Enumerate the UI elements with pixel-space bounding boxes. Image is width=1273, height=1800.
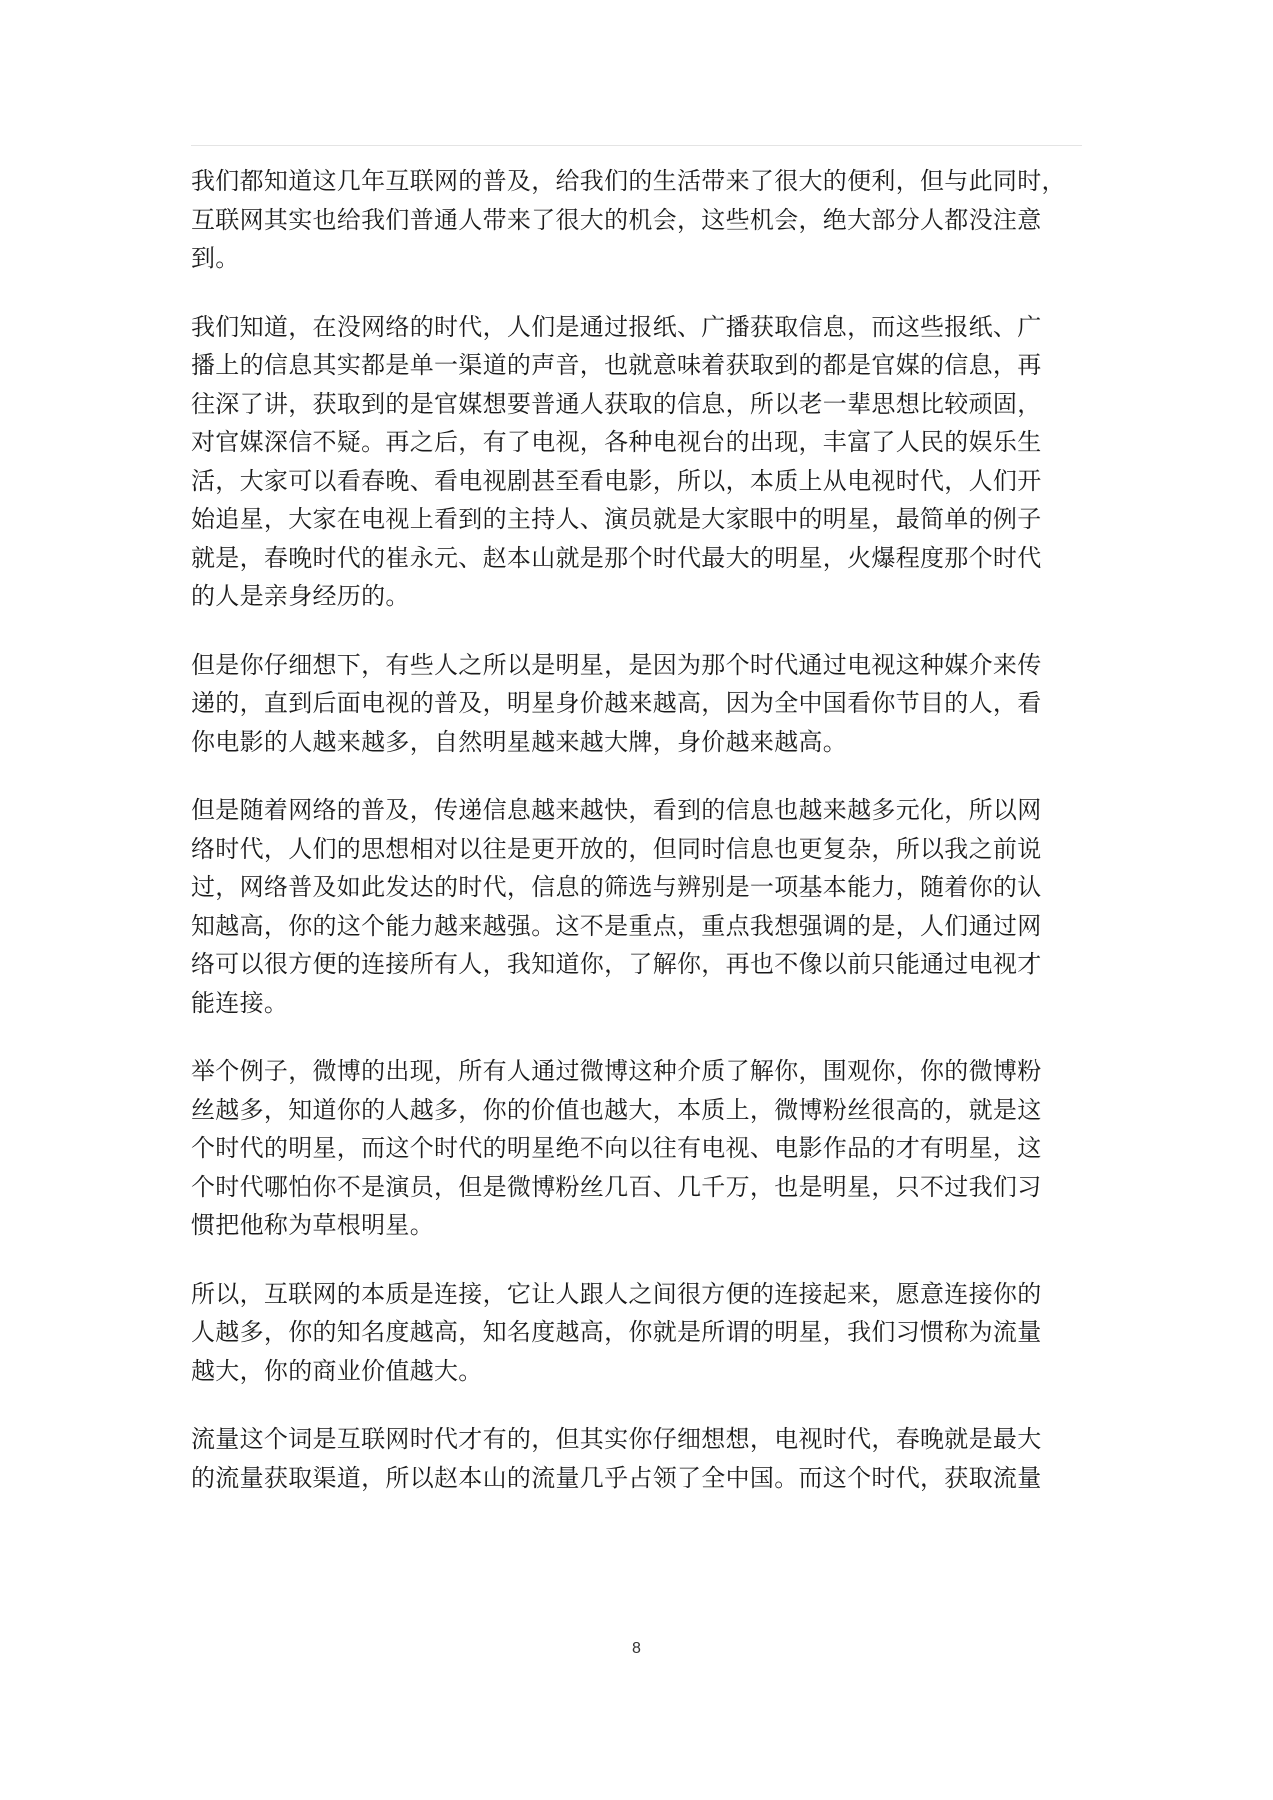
text-line: 能连接。 (191, 988, 289, 1017)
text-line: 递的，直到后面电视的普及，明星身价越来越高，因为全中国看你节目的人，看 (191, 689, 1042, 717)
article-body (191, 162, 1082, 1527)
text-line: 流量这个词是互联网时代才有的，但其实你仔细想想，电视时代，春晚就是最大 (191, 1425, 1042, 1453)
paragraph (191, 308, 1082, 616)
text-line: 始追星，大家在电视上看到的主持人、演员就是大家眼中的明星，最简单的例子 (191, 505, 1042, 533)
text-line: 惯把他称为草根明星。 (191, 1211, 434, 1239)
text-line: 我们知道，在没网络的时代，人们是通过报纸、广播获取信息，而这些报纸、广 (191, 312, 1042, 341)
text-line: 个时代哪怕你不是演员，但是微博粉丝几百、几千万，也是明星，只不过我们习 (191, 1172, 1042, 1201)
text-line: 知越高，你的这个能力越来越强。这不是重点，重点我想强调的是，人们通过网 (191, 911, 1042, 940)
text-line: 播上的信息其实都是单一渠道的声音，也就意味着获取到的都是官媒的信息，再 (191, 351, 1042, 379)
text-line: 对官媒深信不疑。再之后，有了电视，各种电视台的出现，丰富了人民的娱乐生 (191, 428, 1042, 456)
text-line: 但是你仔细想下，有些人之所以是明星，是因为那个时代通过电视这种媒介来传 (191, 650, 1042, 679)
text-line: 所以，互联网的本质是连接，它让人跟人之间很方便的连接起来，愿意连接你的 (191, 1279, 1042, 1308)
paragraph (191, 646, 1082, 762)
text-line: 往深了讲，获取到的是官媒想要普通人获取的信息，所以老一辈思想比较顽固， (191, 389, 1042, 418)
text-line: 就是，春晚时代的崔永元、赵本山就是那个时代最大的明星，火爆程度那个时代 (191, 543, 1042, 572)
text-line: 举个例子，微博的出现，所有人通过微博这种介质了解你，围观你，你的微博粉 (191, 1057, 1042, 1085)
text-line: 个时代的明星，而这个时代的明星绝不向以往有电视、电影作品的才有明星，这 (191, 1134, 1042, 1162)
text-line: 你电影的人越来越多，自然明星越来越大牌，身价越来越高。 (191, 727, 848, 756)
text-line: 络时代，人们的思想相对以往是更开放的，但同时信息也更复杂，所以我之前说 (191, 834, 1042, 863)
paragraph (191, 791, 1082, 1022)
text-line: 人越多，你的知名度越高，知名度越高，你就是所谓的明星，我们习惯称为流量 (191, 1318, 1042, 1346)
text-line: 丝越多，知道你的人越多，你的价值也越大，本质上，微博粉丝很高的，就是这 (191, 1095, 1042, 1124)
paragraph (191, 162, 1082, 278)
page-number: 8 (632, 1640, 641, 1657)
text-line: 的流量获取渠道，所以赵本山的流量几乎占领了全中国。而这个时代，获取流量 (191, 1463, 1042, 1492)
text-line: 络可以很方便的连接所有人，我知道你，了解你，再也不像以前只能通过电视才 (191, 950, 1042, 978)
text-line: 我们都知道这几年互联网的普及，给我们的生活带来了很大的便利，但与此同时， (191, 167, 1066, 195)
text-line: 过，网络普及如此发达的时代，信息的筛选与辨别是一项基本能力，随着你的认 (191, 873, 1042, 901)
text-line: 越大，你的商业价值越大。 (191, 1356, 483, 1385)
text-line: 活，大家可以看春晚、看电视剧甚至看电影，所以，本质上从电视时代，人们开 (191, 466, 1042, 495)
paragraph (191, 1052, 1082, 1245)
text-line: 互联网其实也给我们普通人带来了很大的机会，这些机会，绝大部分人都没注意 (191, 205, 1042, 234)
text-line: 到。 (191, 244, 240, 272)
text-line: 但是随着网络的普及，传递信息越来越快，看到的信息也越来越多元化，所以网 (191, 796, 1042, 824)
paragraph (191, 1420, 1082, 1497)
text-line: 的人是亲身经历的。 (191, 582, 410, 610)
paragraph (191, 1275, 1082, 1391)
header-divider (191, 145, 1082, 146)
